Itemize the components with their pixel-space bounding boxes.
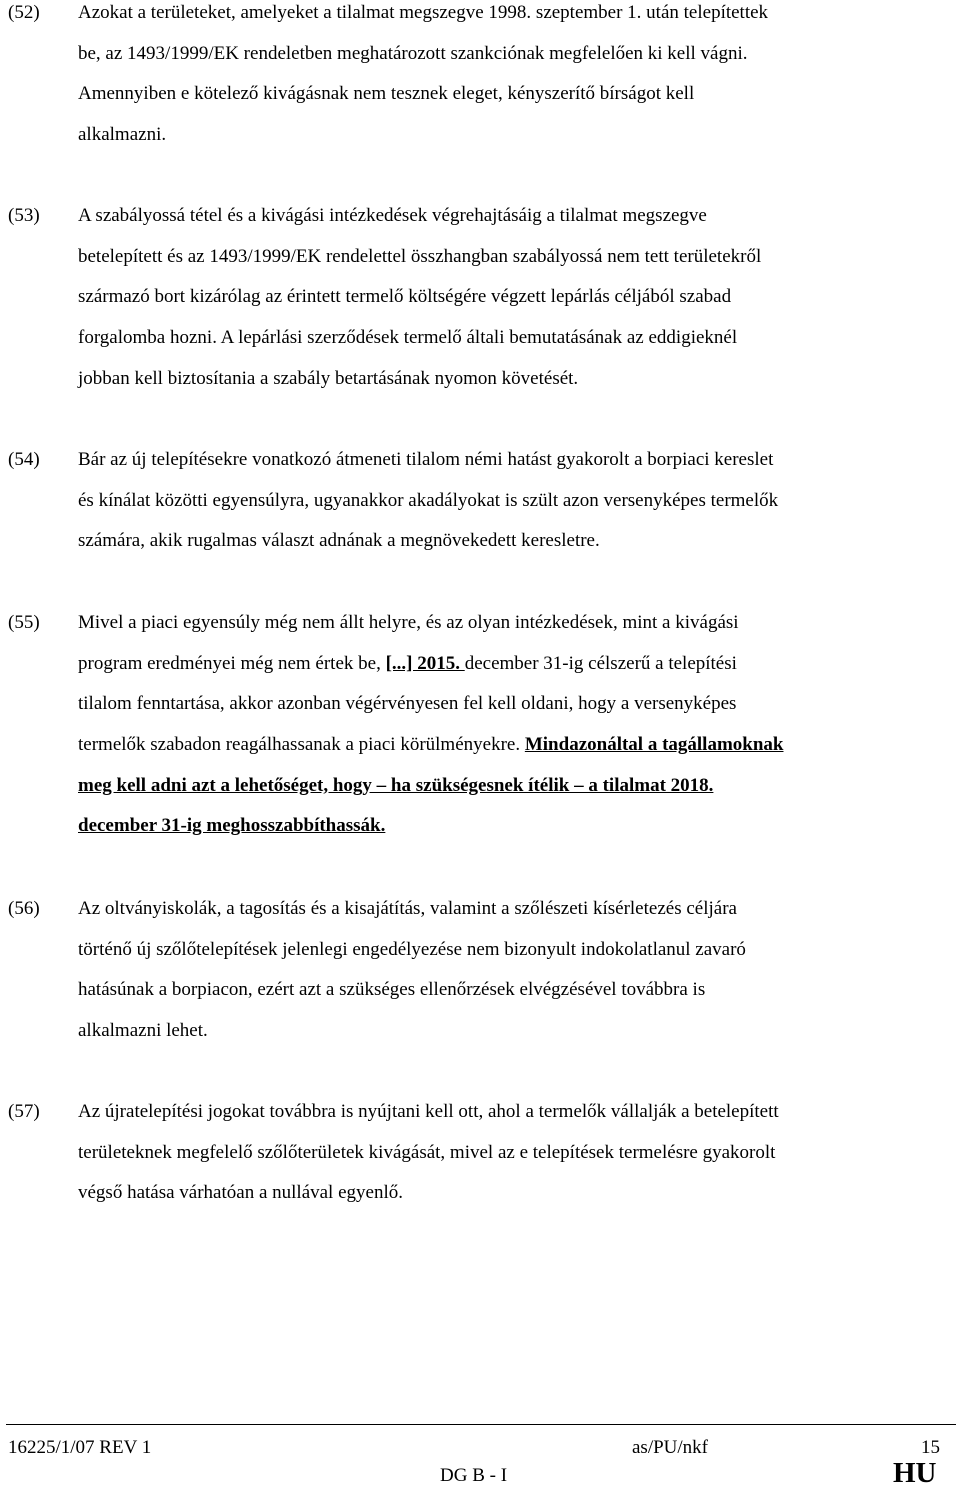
text-line: és kínálat közötti egyensúlyra, ugyanakkor akadályokat is szült azon versenyképes termelők xyxy=(78,489,779,511)
text-line: be, az 1493/1999/EK rendeletben meghatározott szankciónak megfelelően ki kell vágni. xyxy=(78,42,748,64)
recital-text xyxy=(78,1092,958,1214)
amendment-text: december 31-ig meghosszabbíthassák. xyxy=(78,815,386,837)
text-line: Bár az új telepítésekre vonatkozó átmeneti tilalom némi hatást gyakorolt a borpiaci kereslet xyxy=(78,449,774,470)
amendment-text: [...] 2015. xyxy=(385,652,465,674)
footer-page-number: 15 xyxy=(921,1437,940,1458)
text-line xyxy=(78,644,958,685)
text-line: forgalomba hozni. A lepárlási szerződések termelő általi bemutatásának az eddigieknél xyxy=(78,327,738,349)
text-line: betelepített és az 1493/1999/EK rendelettel összhangban szabályossá nem tett területekről xyxy=(78,245,762,267)
recital-number: (57) xyxy=(8,1101,40,1122)
text-line: területeknek megfelelő szőlőterületek kivágását, mivel az e telepítések termelésre gyakorolt xyxy=(78,1141,776,1163)
amendment-text: Mindazonáltal a tagállamoknak xyxy=(524,734,784,756)
recital-number: (54) xyxy=(8,449,40,470)
recital-number: (56) xyxy=(8,898,40,919)
text-line: A szabályossá tétel és a kivágási intézkedések végrehajtásáig a tilalmat megszegve xyxy=(78,205,707,226)
text-line: jobban kell biztosítania a szabály betartásának nyomon követését. xyxy=(78,367,579,389)
footer-divider xyxy=(6,1424,956,1425)
text-line: alkalmazni. xyxy=(78,124,167,146)
text-line: Amennyiben e kötelező kivágásnak nem tesznek eleget, kényszerítő bírságot kell xyxy=(78,83,695,105)
footer-language: HU xyxy=(893,1457,937,1489)
text-run: program eredményei még nem értek be, xyxy=(78,652,386,674)
recital-text xyxy=(78,0,958,156)
recital-text xyxy=(78,889,958,1052)
text-line xyxy=(78,806,958,847)
text-line: származó bort kizárólag az érintett termelő költségére végzett lepárlás céljából szabad xyxy=(78,286,732,308)
text-line: történő új szőlőtelepítések jelenlegi engedélyezése nem bizonyult indokolatlanul zavaró xyxy=(78,938,746,960)
recital-number: (53) xyxy=(8,205,40,226)
text-line: végső hatása várhatóan a nullával egyenlő. xyxy=(78,1182,403,1204)
text-line: hatásúnak a borpiacon, ezért azt a szükséges ellenőrzések elvégzésével továbbra is xyxy=(78,979,706,1001)
recital-text xyxy=(78,440,958,562)
footer-dg: DG B - I xyxy=(440,1465,508,1486)
recital-number: (52) xyxy=(8,2,40,23)
text-line: Azokat a területeket, amelyeket a tilalmat megszegve 1998. szeptember 1. után telepítettek xyxy=(78,2,769,23)
text-line: alkalmazni lehet. xyxy=(78,1020,208,1042)
recital-text xyxy=(78,603,958,847)
text-line: Mivel a piaci egyensúly még nem állt helyre, és az olyan intézkedések, mint a kivágási xyxy=(78,612,739,633)
recital-text xyxy=(78,196,958,399)
text-run: december 31-ig célszerű a telepítési xyxy=(464,652,737,674)
text-line xyxy=(78,725,958,766)
text-run: termelők szabadon reagálhassanak a piaci körülményekre. xyxy=(78,734,525,756)
text-line: tilalom fenntartása, akkor azonban végérvényesen fel kell oldani, hogy a versenyképes xyxy=(78,693,737,715)
text-line: számára, akik rugalmas választ adnának a megnövekedett keresletre. xyxy=(78,530,600,552)
text-line xyxy=(78,766,958,807)
footer-doc-ref: 16225/1/07 REV 1 xyxy=(8,1437,152,1458)
footer-initials: as/PU/nkf xyxy=(632,1437,708,1458)
amendment-text: meg kell adni azt a lehetőséget, hogy – ha szükségesnek ítélik – a tilalmat 2018. xyxy=(78,774,714,796)
text-line: Az oltványiskolák, a tagosítás és a kisajátítás, valamint a szőlészeti kísérletezés céljára xyxy=(78,898,737,919)
recital-number: (55) xyxy=(8,612,40,633)
text-line: Az újratelepítési jogokat továbbra is nyújtani kell ott, ahol a termelők vállalják a betelepített xyxy=(78,1101,779,1122)
